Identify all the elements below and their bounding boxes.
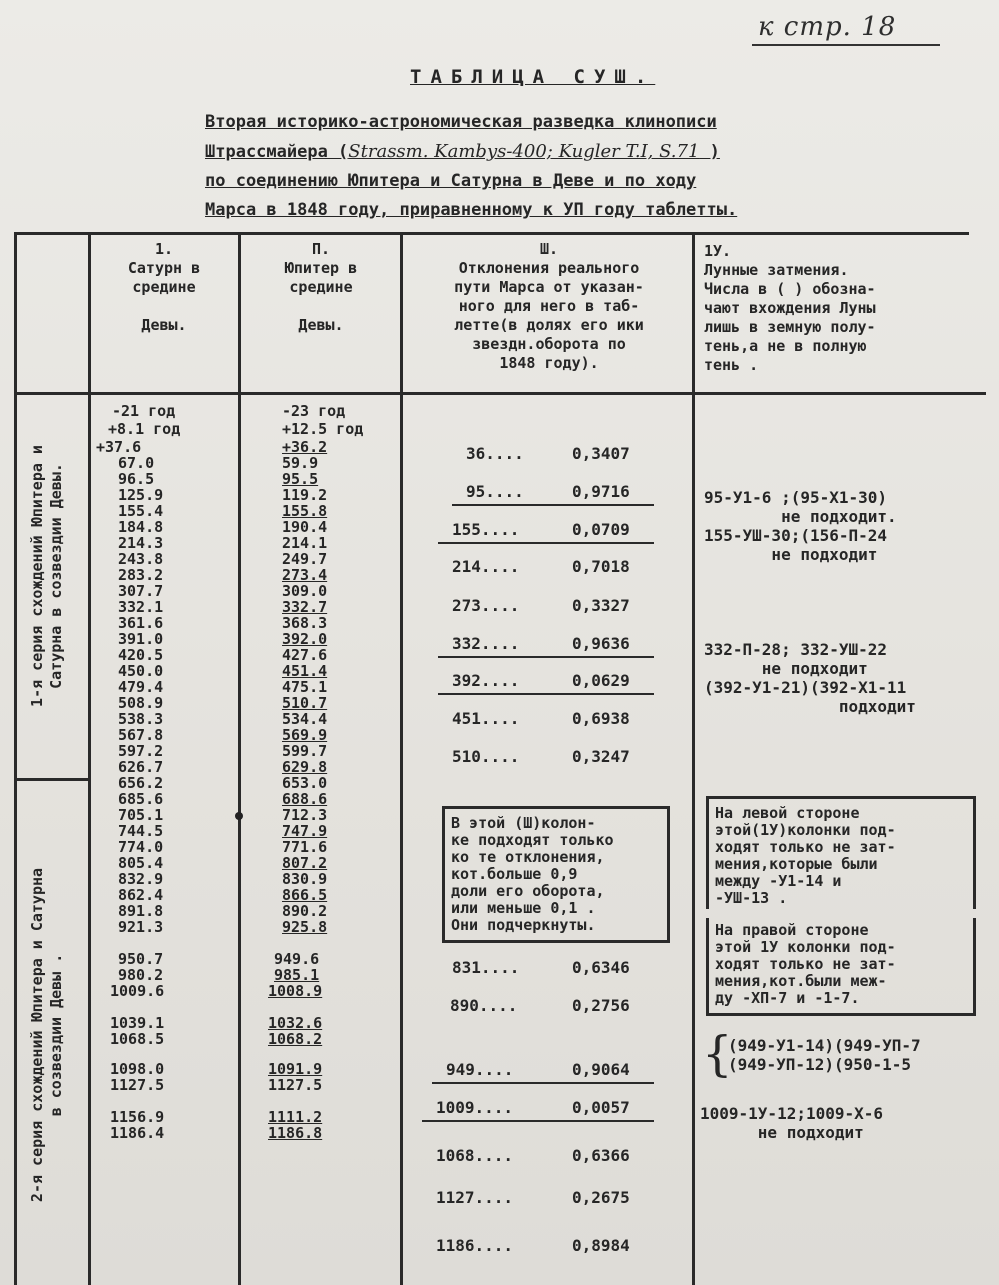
saturn-value: 214.3 bbox=[118, 534, 164, 552]
deviation-value: 0,9064 bbox=[572, 1060, 630, 1079]
deviation-year: 1009.... bbox=[436, 1098, 514, 1117]
saturn-value: 361.6 bbox=[118, 614, 164, 632]
subtitle-line-3: по соединению Юпитера и Сатурна в Деве и по ходу bbox=[205, 171, 697, 191]
deviation-underline bbox=[438, 693, 654, 695]
jupiter-value: 653.0 bbox=[282, 774, 328, 792]
eclipse-949: (949-У1-14)(949-УП-7 (949-УП-12)(950-1-5 bbox=[728, 1036, 921, 1074]
jupiter-value: 475.1 bbox=[282, 678, 328, 696]
deviation-value: 0,3407 bbox=[572, 444, 630, 463]
series-column-divider bbox=[88, 232, 91, 1285]
saturn-value: 332.1 bbox=[118, 598, 164, 616]
deviation-value: 0,2756 bbox=[572, 996, 630, 1015]
jupiter-value: 510.7 bbox=[282, 694, 328, 712]
subtitle-line-2-suffix: ) bbox=[699, 142, 720, 162]
deviation-value: 0,0057 bbox=[572, 1098, 630, 1117]
saturn-value: 1127.5 bbox=[110, 1076, 165, 1094]
series-divider bbox=[14, 778, 90, 781]
deviation-underline bbox=[438, 656, 654, 658]
saturn-value: 1098.0 bbox=[110, 1060, 165, 1078]
deviation-row bbox=[436, 1236, 650, 1255]
saturn-value: 921.3 bbox=[118, 918, 164, 936]
deviation-year: 1127.... bbox=[436, 1188, 514, 1207]
jupiter-value: 332.7 bbox=[282, 598, 328, 616]
saturn-value: 125.9 bbox=[118, 486, 164, 504]
page-reference-underline bbox=[752, 44, 940, 46]
jupiter-value: 95.5 bbox=[282, 470, 319, 488]
saturn-value: 862.4 bbox=[118, 886, 164, 904]
deviation-underline bbox=[432, 1082, 654, 1084]
saturn-value: 96.5 bbox=[118, 470, 155, 488]
deviation-value: 0,3327 bbox=[572, 596, 630, 615]
saturn-value: 950.7 bbox=[118, 950, 164, 968]
saturn-value: 508.9 bbox=[118, 694, 164, 712]
deviation-value: 0,2675 bbox=[572, 1188, 630, 1207]
jupiter-value: 712.3 bbox=[282, 806, 328, 824]
series-1-label: 1-я серия схождений Юпитера и Сатурна в созвездии Девы. bbox=[28, 445, 65, 707]
jupiter-value: 273.4 bbox=[282, 566, 328, 584]
jupiter-value: 830.9 bbox=[282, 870, 328, 888]
jupiter-value: 119.2 bbox=[282, 486, 328, 504]
col4-header: 1У. Лунные затмения. Числа в ( ) обозна- чают вхождения Луны лишь в земную полу- тень,а не в полную тень . bbox=[704, 242, 876, 374]
subtitle-line-2-prefix: Штрассмайера ( bbox=[205, 142, 349, 162]
jupiter-value: 949.6 bbox=[274, 950, 320, 968]
jupiter-value: 629.8 bbox=[282, 758, 328, 776]
saturn-value: 597.2 bbox=[118, 742, 164, 760]
deviation-row bbox=[446, 1060, 650, 1079]
series-2-label: 2-я серия схождений Юпитера и Сатурна в созвездии Девы . bbox=[28, 867, 65, 1203]
jupiter-value: 451.4 bbox=[282, 662, 328, 680]
deviation-value: 0,0629 bbox=[572, 671, 630, 690]
saturn-value: 67.0 bbox=[118, 454, 155, 472]
deviation-value: 0,6346 bbox=[572, 958, 630, 977]
saturn-value: 450.0 bbox=[118, 662, 164, 680]
jupiter-value: 985.1 bbox=[274, 966, 320, 984]
jupiter-value: 1111.2 bbox=[268, 1108, 323, 1126]
saturn-value: 832.9 bbox=[118, 870, 164, 888]
deviation-year: 451.... bbox=[452, 709, 520, 728]
col2-col3-divider bbox=[400, 232, 403, 1285]
jupiter-value: 309.0 bbox=[282, 582, 328, 600]
deviation-value: 0,6938 bbox=[572, 709, 630, 728]
deviation-year: 214.... bbox=[452, 557, 520, 576]
jupiter-value: 599.7 bbox=[282, 742, 328, 760]
eclipse-392: (392-У1-21)(392-Х1-11 подходит bbox=[704, 678, 916, 716]
eclipse-1009: 1009-1У-12;1009-Х-6 не подходит bbox=[700, 1104, 884, 1142]
jupiter-value: +36.2 bbox=[282, 438, 328, 456]
deviation-value: 0,9716 bbox=[572, 482, 630, 501]
saturn-value: 1039.1 bbox=[110, 1014, 165, 1032]
saturn-value: 283.2 bbox=[118, 566, 164, 584]
subtitle-line-4: Марса в 1848 году, приравненному к УП году таблетты. bbox=[205, 200, 738, 220]
left-border bbox=[14, 232, 17, 1285]
jupiter-value: 890.2 bbox=[282, 902, 328, 920]
page-reference: к стр. 18 bbox=[758, 12, 897, 42]
saturn-value: 479.4 bbox=[118, 678, 164, 696]
col1-header: 1. Сатурн в средине Девы. bbox=[127, 240, 201, 334]
saturn-value: 705.1 bbox=[118, 806, 164, 824]
deviation-year: 36.... bbox=[466, 444, 524, 463]
jupiter-value: 688.6 bbox=[282, 790, 328, 808]
deviation-year: 155.... bbox=[452, 520, 520, 539]
deviation-underline bbox=[438, 542, 654, 544]
deviation-year: 831.... bbox=[452, 958, 520, 977]
table-top-border bbox=[14, 232, 969, 235]
eclipse-95: 95-У1-6 ;(95-Х1-30) не подходит. bbox=[704, 488, 897, 526]
column-dot-marker bbox=[235, 812, 243, 820]
subtitle-line-1: Вторая историко-астрономическая разведка клинописи bbox=[205, 112, 717, 132]
jupiter-value: 190.4 bbox=[282, 518, 328, 536]
deviation-row bbox=[466, 482, 650, 501]
saturn-value: 744.5 bbox=[118, 822, 164, 840]
saturn-value: 1009.6 bbox=[110, 982, 165, 1000]
saturn-value: 1068.5 bbox=[110, 1030, 165, 1048]
saturn-value: -21 год bbox=[112, 402, 176, 420]
deviation-value: 0,8984 bbox=[572, 1236, 630, 1255]
deviation-value: 0,0709 bbox=[572, 520, 630, 539]
saturn-value: 184.8 bbox=[118, 518, 164, 536]
jupiter-value: 59.9 bbox=[282, 454, 319, 472]
col3-col4-divider bbox=[692, 232, 695, 1285]
deviation-underline bbox=[452, 504, 654, 506]
saturn-value: 980.2 bbox=[118, 966, 164, 984]
deviation-row bbox=[450, 996, 650, 1015]
jupiter-value: -23 год bbox=[282, 402, 346, 420]
jupiter-value: 368.3 bbox=[282, 614, 328, 632]
col1-col2-divider bbox=[238, 232, 241, 1285]
jupiter-value: 1091.9 bbox=[268, 1060, 323, 1078]
saturn-value: 685.6 bbox=[118, 790, 164, 808]
jupiter-value: +12.5 год bbox=[282, 420, 364, 438]
saturn-value: 891.8 bbox=[118, 902, 164, 920]
jupiter-value: 925.8 bbox=[282, 918, 328, 936]
saturn-value: 243.8 bbox=[118, 550, 164, 568]
deviation-value: 0,6366 bbox=[572, 1146, 630, 1165]
saturn-value: +37.6 bbox=[96, 438, 142, 456]
jupiter-value: 155.8 bbox=[282, 502, 328, 520]
eclipse-949-brace: { bbox=[702, 1026, 733, 1082]
col3-header: Ш. Отклонения реального пути Марса от указан- ного для него в таб- летте(в долях его ики звездн.оборота по 1848 году). bbox=[454, 240, 644, 372]
deviation-year: 1186.... bbox=[436, 1236, 514, 1255]
deviation-year: 1068.... bbox=[436, 1146, 514, 1165]
deviation-year: 332.... bbox=[452, 634, 520, 653]
col3-note: В этой (Ш)колон- ке подходят только ко те отклонения, кот.больше 0,9 доли его оборота, или меньше 0,1 . Они подчеркнуты. bbox=[442, 806, 670, 943]
saturn-value: 626.7 bbox=[118, 758, 164, 776]
saturn-value: 420.5 bbox=[118, 646, 164, 664]
subtitle bbox=[205, 108, 925, 225]
saturn-value: 391.0 bbox=[118, 630, 164, 648]
saturn-value: 774.0 bbox=[118, 838, 164, 856]
saturn-value: 567.8 bbox=[118, 726, 164, 744]
deviation-row bbox=[452, 557, 650, 576]
jupiter-value: 427.6 bbox=[282, 646, 328, 664]
deviation-row bbox=[452, 634, 650, 653]
subtitle-line-2 bbox=[205, 137, 925, 167]
saturn-value: +8.1 год bbox=[108, 420, 181, 438]
jupiter-value: 1186.8 bbox=[268, 1124, 323, 1142]
jupiter-value: 1008.9 bbox=[268, 982, 323, 1000]
deviation-row bbox=[436, 1098, 650, 1117]
jupiter-value: 866.5 bbox=[282, 886, 328, 904]
saturn-value: 307.7 bbox=[118, 582, 164, 600]
deviation-value: 0,3247 bbox=[572, 747, 630, 766]
jupiter-value: 569.9 bbox=[282, 726, 328, 744]
deviation-year: 273.... bbox=[452, 596, 520, 615]
deviation-row bbox=[452, 958, 650, 977]
jupiter-value: 1127.5 bbox=[268, 1076, 323, 1094]
handwritten-citation: Strassm. Kambys-400; Kugler T.I, S.71 bbox=[348, 141, 700, 162]
deviation-row bbox=[436, 1188, 650, 1207]
eclipse-155: 155-УШ-30;(156-П-24 не подходит bbox=[704, 526, 888, 564]
deviation-row bbox=[436, 1146, 650, 1165]
deviation-value: 0,9636 bbox=[572, 634, 630, 653]
saturn-value: 155.4 bbox=[118, 502, 164, 520]
saturn-value: 805.4 bbox=[118, 854, 164, 872]
deviation-row bbox=[452, 747, 650, 766]
jupiter-value: 1068.2 bbox=[268, 1030, 323, 1048]
eclipse-332: 332-П-28; 332-УШ-22 не подходит bbox=[704, 640, 888, 678]
saturn-value: 538.3 bbox=[118, 710, 164, 728]
deviation-year: 392.... bbox=[452, 671, 520, 690]
col4-note-left: На левой стороне этой(1У)колонки под- ходят только не зат- мения,которые были между -У1-14 и -УШ-13 . bbox=[706, 796, 976, 909]
deviation-row bbox=[452, 596, 650, 615]
page-title: ТАБЛИЦА СУШ. bbox=[410, 66, 656, 88]
deviation-row bbox=[452, 671, 650, 690]
saturn-value: 656.2 bbox=[118, 774, 164, 792]
jupiter-value: 807.2 bbox=[282, 854, 328, 872]
deviation-year: 95.... bbox=[466, 482, 524, 501]
deviation-year: 510.... bbox=[452, 747, 520, 766]
col2-header: П. Юпитер в средине Девы. bbox=[284, 240, 358, 334]
jupiter-value: 214.1 bbox=[282, 534, 328, 552]
jupiter-value: 1032.6 bbox=[268, 1014, 323, 1032]
saturn-value: 1186.4 bbox=[110, 1124, 165, 1142]
deviation-underline bbox=[422, 1120, 654, 1122]
header-bottom-border bbox=[14, 392, 986, 395]
saturn-value: 1156.9 bbox=[110, 1108, 165, 1126]
deviation-value: 0,7018 bbox=[572, 557, 630, 576]
col4-note-right: На правой стороне этой 1У колонки под- ходят только не зат- мения,кот.были меж- ду -ХП-7 и -1-7. bbox=[706, 918, 976, 1016]
deviation-year: 890.... bbox=[450, 996, 518, 1015]
jupiter-value: 771.6 bbox=[282, 838, 328, 856]
deviation-row bbox=[452, 520, 650, 539]
jupiter-value: 392.0 bbox=[282, 630, 328, 648]
deviation-row bbox=[452, 709, 650, 728]
deviation-row bbox=[466, 444, 650, 463]
jupiter-value: 747.9 bbox=[282, 822, 328, 840]
jupiter-value: 249.7 bbox=[282, 550, 328, 568]
jupiter-value: 534.4 bbox=[282, 710, 328, 728]
deviation-year: 949.... bbox=[446, 1060, 514, 1079]
